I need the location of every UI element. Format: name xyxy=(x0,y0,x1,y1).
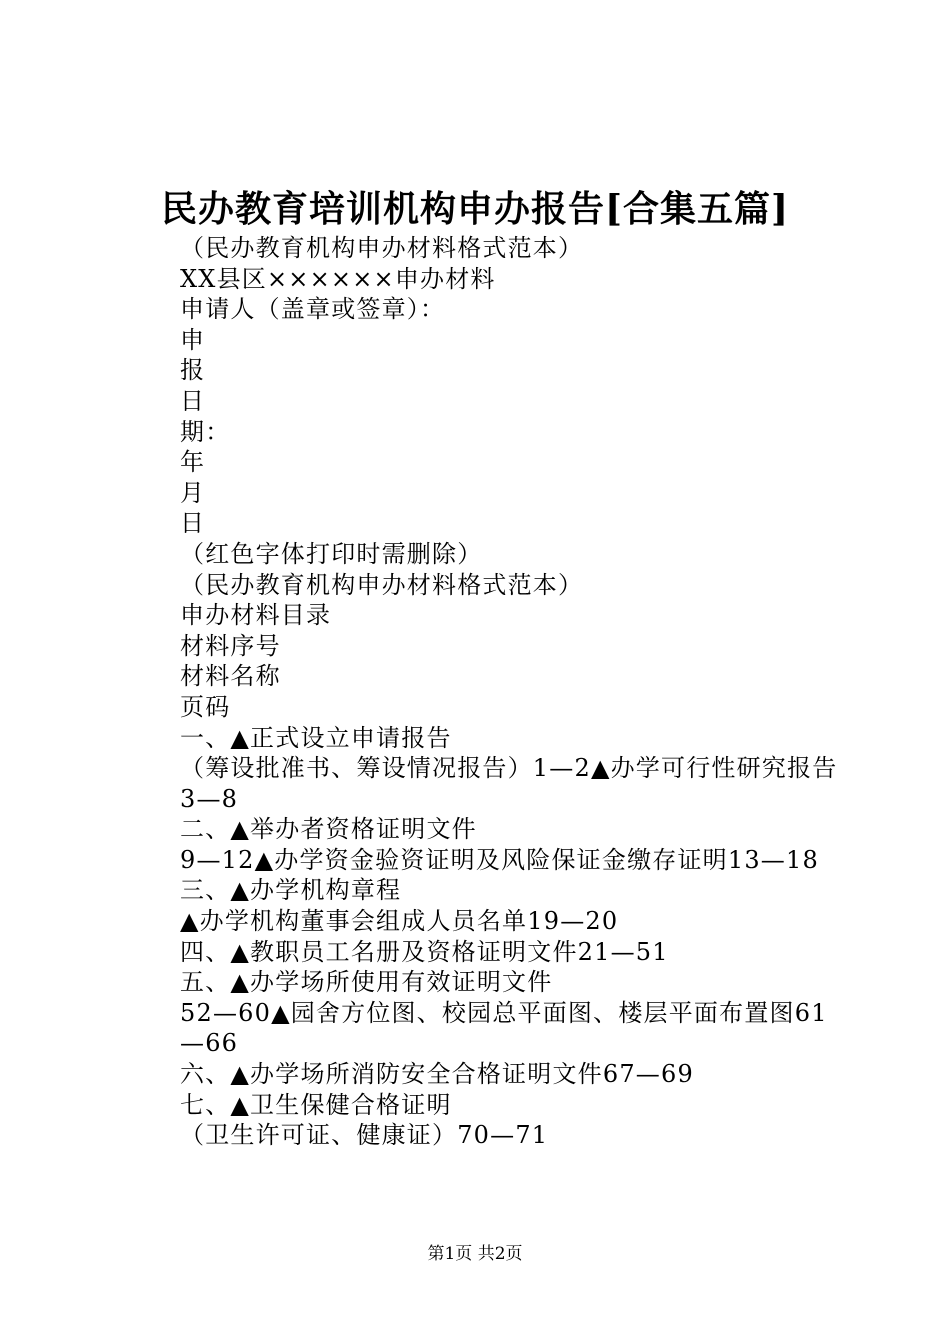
body-line: 申请人（盖章或签章）： xyxy=(180,295,446,324)
body-line: 三、▲办学机构章程 xyxy=(180,876,402,905)
body-line: 二、▲举办者资格证明文件 xyxy=(180,815,477,844)
body-line: （筹设批准书、筹设情况报告）1—2▲办学可行性研究报告 xyxy=(180,754,838,783)
document-title: 民办教育培训机构申办报告[合集五篇] xyxy=(160,188,790,230)
body-line: 申办材料目录 xyxy=(180,601,332,630)
body-line: 五、▲办学场所使用有效证明文件 xyxy=(180,968,553,997)
body-line: ▲办学机构董事会组成人员名单19—20 xyxy=(180,907,619,936)
body-line: XX县区××××××申办材料 xyxy=(180,264,496,293)
page-footer: 第1页 共2页 xyxy=(427,1244,523,1264)
body-line: 9—12▲办学资金验资证明及风险保证金缴存证明13—18 xyxy=(180,845,819,874)
body-line: 52—60▲园舍方位图、校园总平面图、楼层平面布置图61—66 xyxy=(180,998,828,1058)
body-line: 材料序号 xyxy=(180,631,281,660)
body-line: 六、▲办学场所消防安全合格证明文件67—69 xyxy=(180,1060,694,1089)
body-line: 报 xyxy=(180,356,206,385)
body-line: 月 xyxy=(180,478,206,507)
body-line: 材料名称 xyxy=(180,662,281,691)
body-line: 日 xyxy=(180,386,206,415)
body-line: （民办教育机构申办材料格式范本） xyxy=(180,570,584,599)
body-line: 四、▲教职员工名册及资格证明文件21—51 xyxy=(180,937,669,966)
body-line: 日 xyxy=(180,509,206,538)
body-line: 页码 xyxy=(180,692,231,721)
body-line: 七、▲卫生保健合格证明 xyxy=(180,1090,452,1119)
body-line: （红色字体打印时需删除） xyxy=(180,539,483,568)
document-body xyxy=(128,233,838,1151)
body-line: （卫生许可证、健康证）70—71 xyxy=(180,1121,549,1150)
body-line: 一、▲正式设立申请报告 xyxy=(180,723,452,752)
body-line: 期： xyxy=(180,417,231,446)
body-line: 申 xyxy=(180,325,206,354)
body-line: （民办教育机构申办材料格式范本） xyxy=(180,234,584,262)
body-line: 年 xyxy=(180,448,206,477)
body-line: 3—8 xyxy=(180,784,239,813)
